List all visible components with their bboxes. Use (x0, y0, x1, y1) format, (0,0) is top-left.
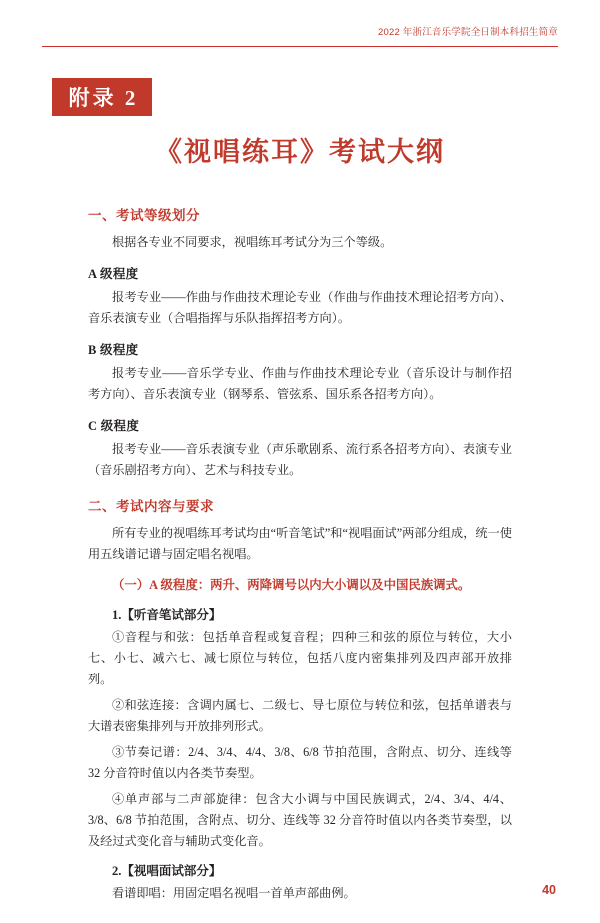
part-1-title: 1.【听音笔试部分】 (112, 607, 222, 622)
page-header (0, 0, 600, 56)
document-body (88, 190, 512, 909)
header-divider (42, 46, 558, 47)
part-1-item-2: ②和弦连接：含调内属七、二级七、导七原位与转位和弦，包括单谱表与大谱表密集排列与开放排列形式。 (88, 697, 512, 733)
part-2-item-1: 看谱即唱：用固定唱名视唱一首单声部曲例。 (112, 885, 356, 900)
level-c-text: 报考专业——音乐表演专业（声乐歌剧系、流行系各招考方向）、表演专业（音乐剧招考方向）、艺术与科技专业。 (88, 441, 512, 477)
page-title: 《视唱练耳》考试大纲 (155, 137, 445, 167)
level-b-text: 报考专业——音乐学专业、作曲与作曲技术理论专业（音乐设计与制作招考方向）、音乐表演专业（钢琴系、管弦系、国乐系各招考方向）。 (88, 365, 512, 401)
appendix-badge (52, 78, 152, 116)
part-1-item-1: ①音程与和弦：包括单音程或复音程；四种三和弦的原位与转位，大小七、小七、减六七、减七原位与转位，包括八度内密集排列及四声部开放排列。 (88, 629, 512, 686)
part-2-title: 2.【视唱面试部分】 (112, 863, 222, 878)
level-a-text: 报考专业——作曲与作曲技术理论专业（作曲与作曲技术理论招考方向）、音乐表演专业（合唱指挥与乐队指挥招考方向）。 (88, 289, 512, 325)
level-a-heading: A 级程度 (88, 266, 139, 281)
page-number: 40 (542, 883, 556, 897)
level-a-requirements: （一）A 级程度：两升、两降调号以内大小调以及中国民族调式。 (112, 577, 471, 592)
part-1-item-4: ④单声部与二声部旋律：包含大小调与中国民族调式，2/4、3/4、4/4、3/8、6/8 节拍范围，含附点、切分、连线等 32 分音符时值以内各类节奏型，以及经过式变化音与辅助式变化音。 (88, 791, 512, 848)
section-2-intro: 所有专业的视唱练耳考试均由“听音笔试”和“视唱面试”两部分组成，统一使用五线谱记谱与固定唱名视唱。 (88, 525, 512, 561)
section-heading-1: 一、考试等级划分 (88, 208, 200, 223)
appendix-badge-label: 附录 2 (68, 86, 139, 110)
running-title: 2022 年浙江音乐学院全日制本科招生简章 (378, 27, 558, 38)
level-b-heading: B 级程度 (88, 342, 139, 357)
level-c-heading: C 级程度 (88, 418, 140, 433)
section-1-intro: 根据各专业不同要求，视唱练耳考试分为三个等级。 (112, 235, 393, 249)
section-heading-2: 二、考试内容与要求 (88, 498, 214, 514)
part-1-item-3: ③节奏记谱：2/4、3/4、4/4、3/8、6/8 节拍范围，含附点、切分、连线等 32 分音符时值以内各类节奏型。 (88, 744, 512, 780)
